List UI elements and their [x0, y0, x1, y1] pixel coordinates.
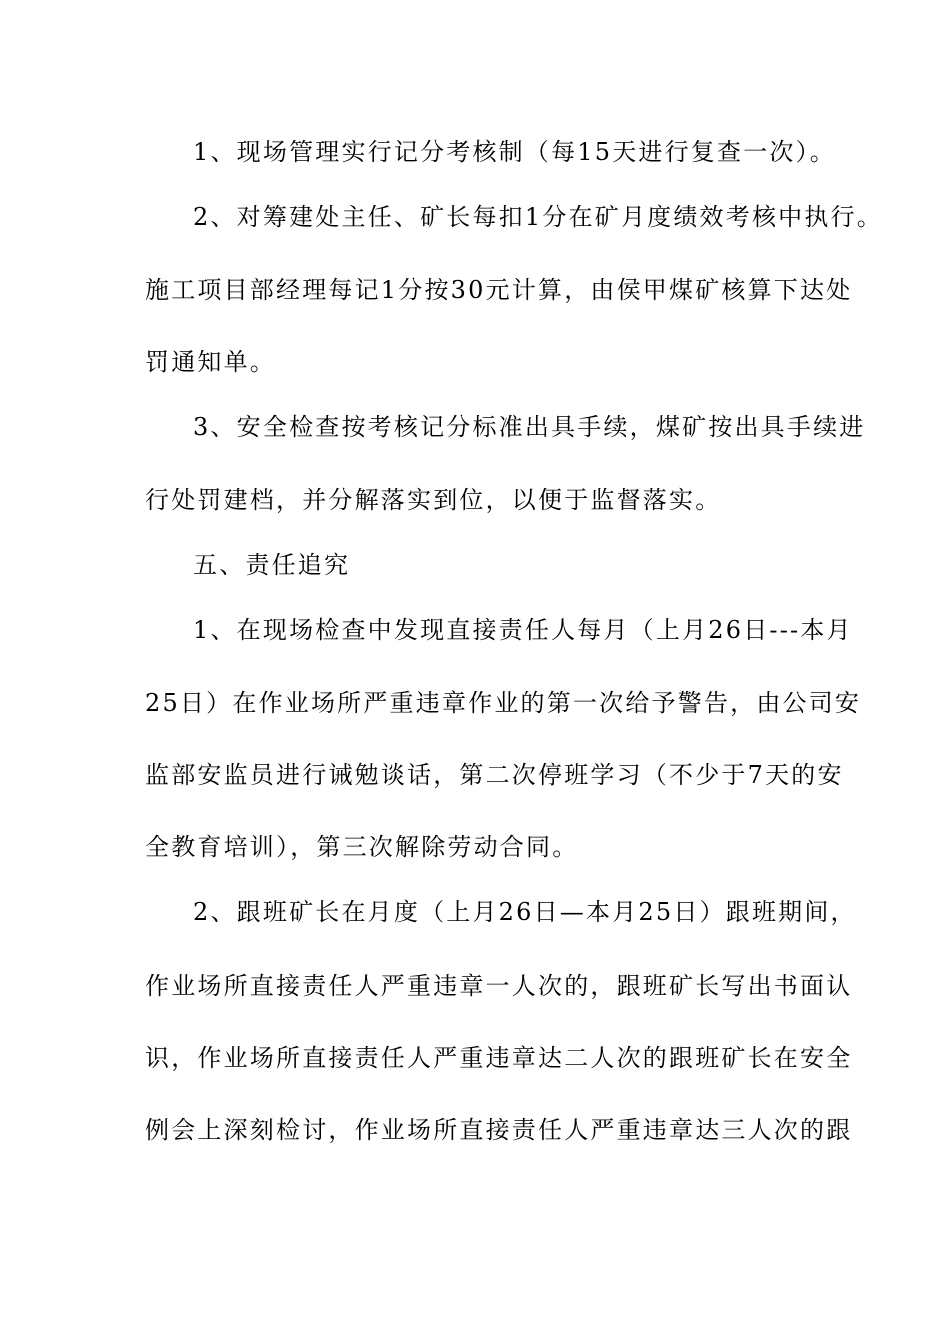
paragraph-line: 25日）在作业场所严重违章作业的第一次给予警告，由公司安	[145, 689, 862, 717]
paragraph-line: 2、跟班矿长在月度（上月26日—本月25日）跟班期间，	[193, 898, 857, 926]
paragraph-line: 1、现场管理实行记分考核制（每15天进行复查一次）。	[193, 138, 837, 166]
paragraph-line: 施工项目部经理每记1分按30元计算，由侯甲煤矿核算下达处	[145, 276, 853, 304]
paragraph-line: 2、对筹建处主任、矿长每扣1分在矿月度绩效考核中执行。	[193, 203, 883, 231]
paragraph-line: 作业场所直接责任人严重违章一人次的，跟班矿长写出书面认	[145, 972, 853, 1000]
paragraph-line: 全教育培训），第三次解除劳动合同。	[145, 833, 579, 861]
paragraph-line: 例会上深刻检讨，作业场所直接责任人严重违章达三人次的跟	[145, 1116, 853, 1144]
paragraph-line: 监部安监员进行诫勉谈话，第二次停班学习（不少于7天的安	[145, 761, 844, 789]
paragraph-line: 3、安全检查按考核记分标准出具手续，煤矿按出具手续进	[193, 413, 866, 441]
paragraph-line: 罚通知单。	[145, 348, 276, 376]
paragraph-line: 1、在现场检查中发现直接责任人每月（上月26日---本月	[193, 616, 853, 644]
paragraph-line: 识，作业场所直接责任人严重违章达二人次的跟班矿长在安全	[145, 1044, 853, 1072]
paragraph-line: 行处罚建档，并分解落实到位，以便于监督落实。	[145, 486, 722, 514]
section-heading: 五、责任追究	[193, 551, 351, 579]
